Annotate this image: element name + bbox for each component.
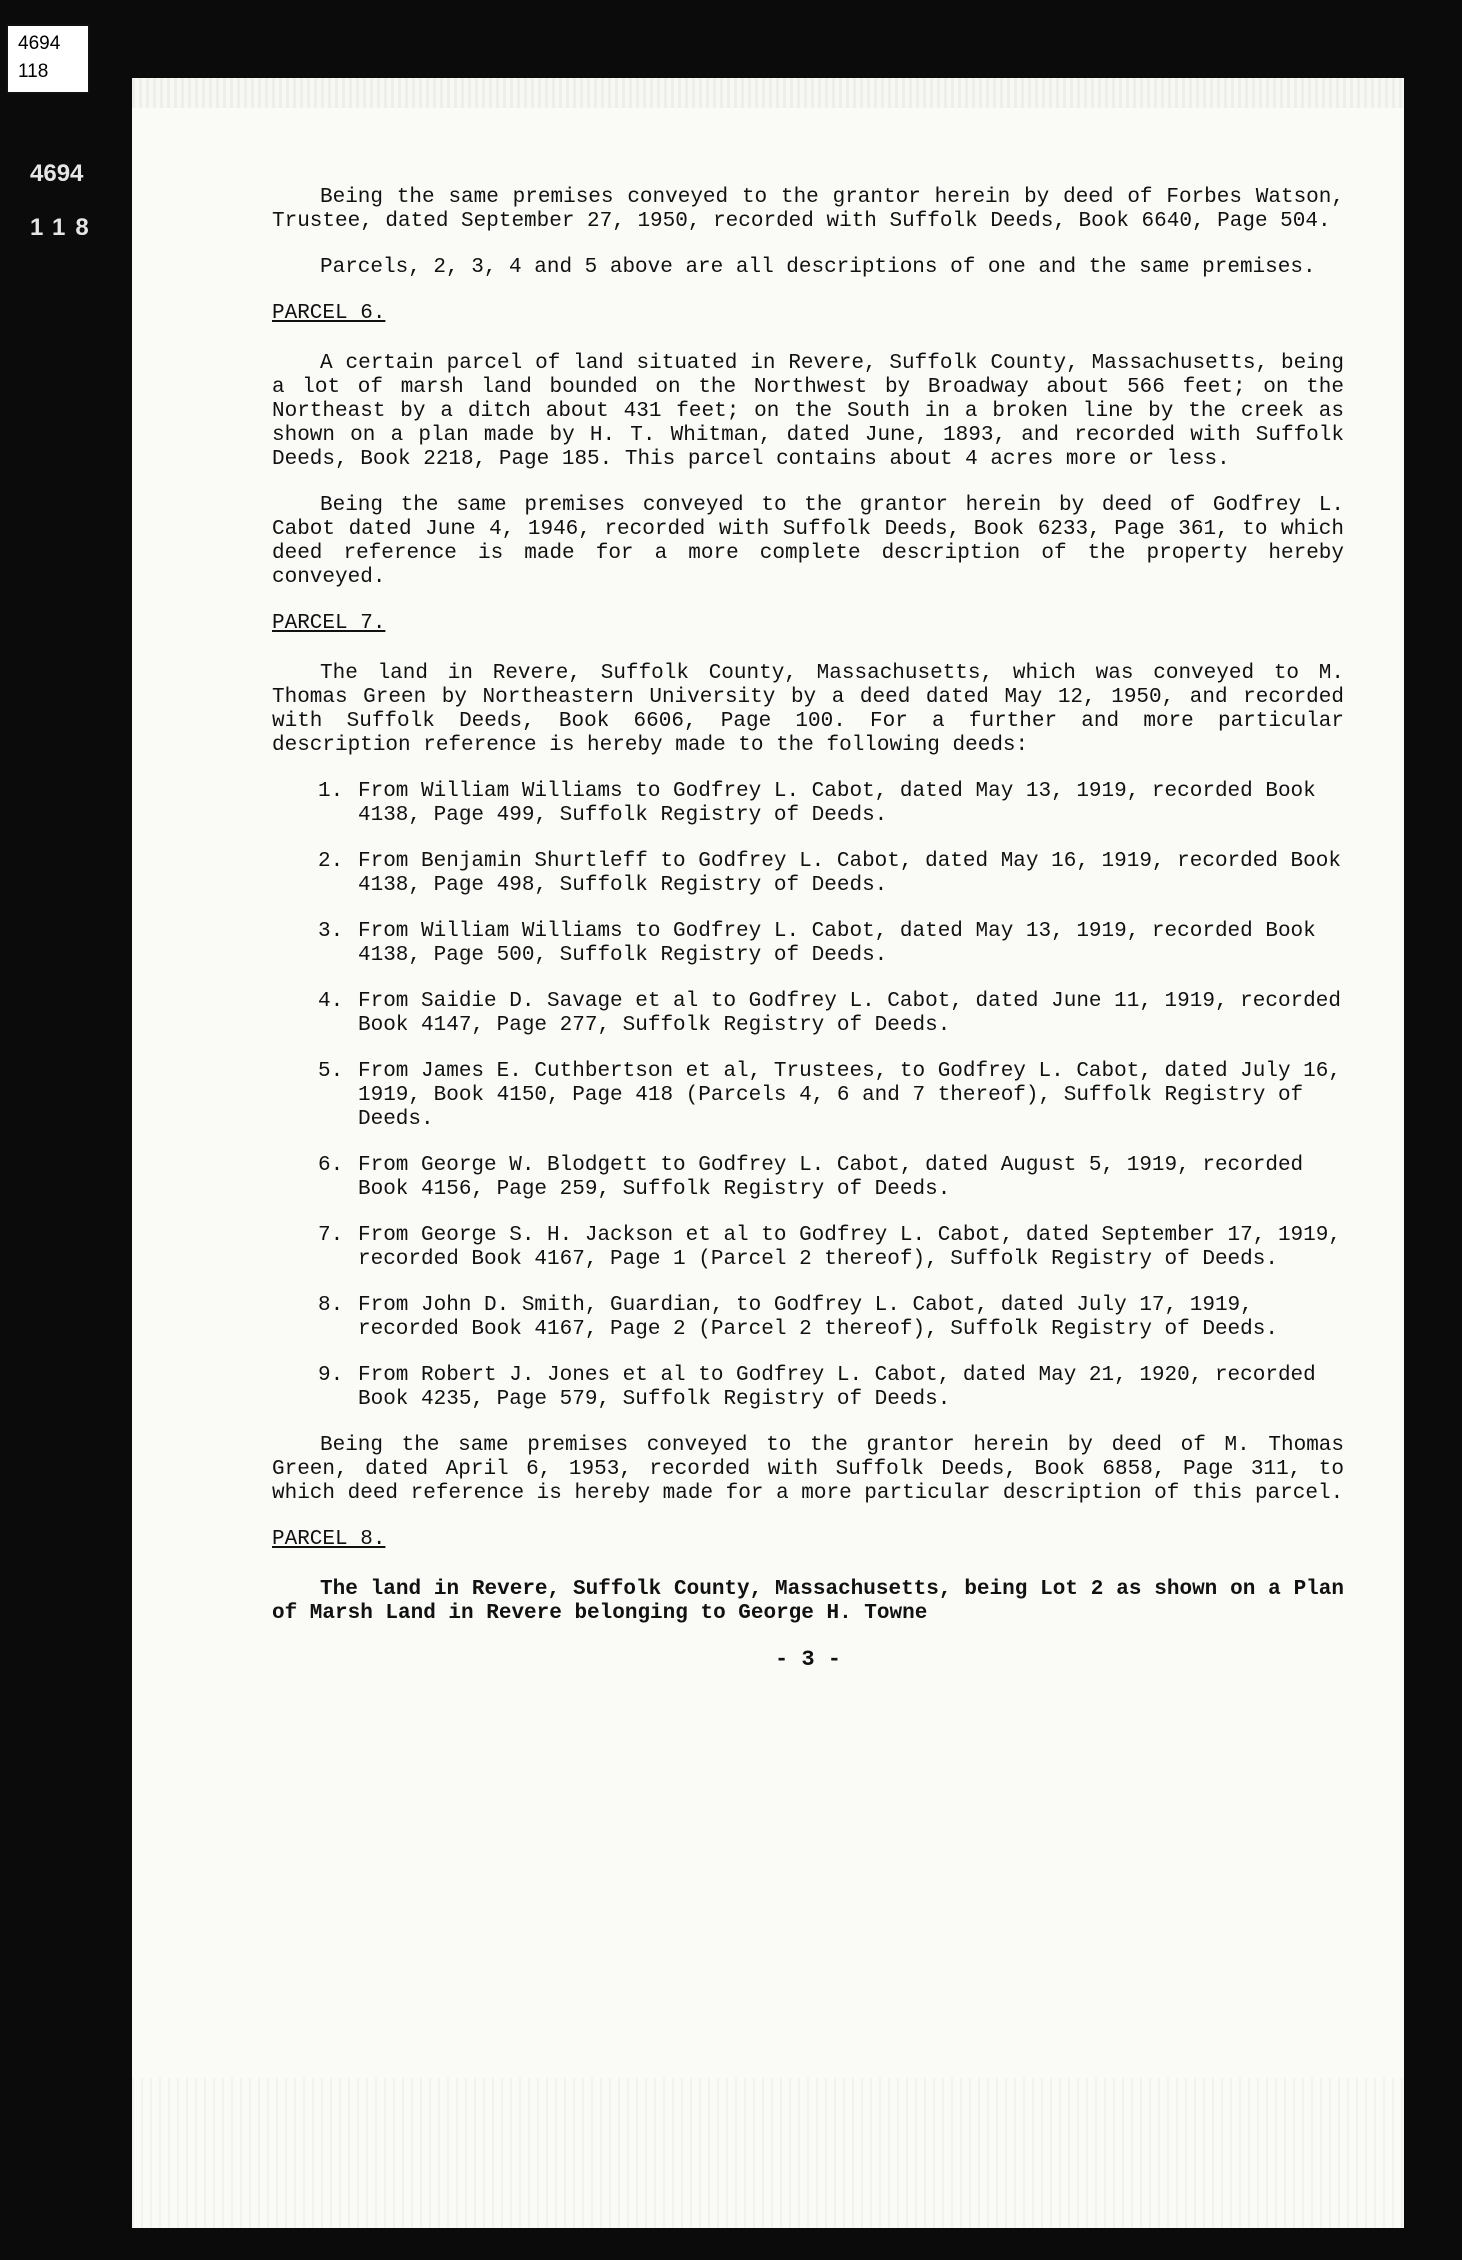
- deed-number: 7.: [318, 1224, 344, 1247]
- deed-text: From Benjamin Shurtleff to Godfrey L. Cabot, dated May 16, 1919, recorded Book 4138, Page 498, Suffolk Registry of Deeds.: [358, 850, 1341, 897]
- book-page-stamp: [6, 24, 90, 94]
- parcel-8-heading: PARCEL 8.: [272, 1528, 386, 1551]
- stamp-page-number: 118: [18, 61, 49, 82]
- scan-noise-top: [132, 78, 1404, 108]
- deed-list-item: [272, 990, 1344, 1038]
- paragraph-grantor-deed: Being the same premises conveyed to the grantor herein by deed of Forbes Watson, Trustee, dated September 27, 1950, recorded with Suffolk Deeds, Book 6640, Page 504.: [272, 186, 1344, 233]
- deed-list-item: [272, 1364, 1344, 1412]
- deed-text: From Saidie D. Savage et al to Godfrey L. Cabot, dated June 11, 1919, recorded Book 4147, Page 277, Suffolk Registry of Deeds.: [358, 990, 1341, 1037]
- deed-text: From John D. Smith, Guardian, to Godfrey L. Cabot, dated July 17, 1919, recorded Book 4167, Page 2 (Parcel 2 thereof), Suffolk Registry of Deeds.: [358, 1294, 1278, 1341]
- deed-number: 5.: [318, 1060, 344, 1083]
- parcel-7-description: The land in Revere, Suffolk County, Massachusetts, which was conveyed to M. Thomas Green by Northeastern University by a deed dated May 12, 1950, and recorded with Suffolk Deeds, Book 6606, Page 100. For a further and more particular description reference is hereby made to the following deeds:: [272, 662, 1344, 757]
- deed-list-item: [272, 780, 1344, 828]
- deed-text: From Robert J. Jones et al to Godfrey L. Cabot, dated May 21, 1920, recorded Book 4235, Page 579, Suffolk Registry of Deeds.: [358, 1364, 1316, 1411]
- page-number: - 3 -: [774, 1647, 841, 1672]
- deed-number: 9.: [318, 1364, 344, 1387]
- parcel-6-deed-reference: Being the same premises conveyed to the grantor herein by deed of Godfrey L. Cabot dated June 4, 1946, recorded with Suffolk Deeds, Book 6233, Page 361, to which deed reference is made for a more complete description of the property hereby conveyed.: [272, 494, 1344, 589]
- document-page: [132, 78, 1404, 2228]
- deed-list-item: [272, 1224, 1344, 1272]
- parcel-7-deed-reference: Being the same premises conveyed to the grantor herein by deed of M. Thomas Green, dated April 6, 1953, recorded with Suffolk Deeds, Book 6858, Page 311, to which deed reference is hereby made for a more particular description of this parcel.: [272, 1434, 1344, 1505]
- side-book-number: 4694: [30, 160, 84, 187]
- parcel-6-heading: PARCEL 6.: [272, 302, 386, 325]
- deed-number: 2.: [318, 850, 344, 873]
- stamp-book-number: 4694: [18, 33, 61, 54]
- deed-number: 4.: [318, 990, 344, 1013]
- deed-text: From George W. Blodgett to Godfrey L. Cabot, dated August 5, 1919, recorded Book 4156, Page 259, Suffolk Registry of Deeds.: [358, 1154, 1304, 1201]
- deed-text: From William Williams to Godfrey L. Cabot, dated May 13, 1919, recorded Book 4138, Page 500, Suffolk Registry of Deeds.: [358, 920, 1316, 967]
- deed-number: 1.: [318, 780, 344, 803]
- deed-list-item: [272, 1060, 1344, 1132]
- deed-list-item: [272, 850, 1344, 898]
- parcel-7-heading: PARCEL 7.: [272, 612, 386, 635]
- deed-number: 8.: [318, 1294, 344, 1317]
- deed-text: From James E. Cuthbertson et al, Trustees, to Godfrey L. Cabot, dated July 16, 1919, Book 4150, Page 418 (Parcels 4, 6 and 7 thereof), Suffolk Registry of Deeds.: [358, 1060, 1341, 1131]
- scan-noise-bottom: [132, 2078, 1404, 2228]
- deed-text: From William Williams to Godfrey L. Cabot, dated May 13, 1919, recorded Book 4138, Page 499, Suffolk Registry of Deeds.: [358, 780, 1316, 827]
- deed-number: 6.: [318, 1154, 344, 1177]
- parcel-8-description: The land in Revere, Suffolk County, Massachusetts, being Lot 2 as shown on a Plan of Marsh Land in Revere belonging to George H. Towne: [272, 1578, 1344, 1625]
- parcel-6-description: A certain parcel of land situated in Revere, Suffolk County, Massachusetts, being a lot of marsh land bounded on the Northwest by Broadway about 566 feet; on the Northeast by a ditch about 431 feet; on the South in a broken line by the creek as shown on a plan made by H. T. Whitman, dated June, 1893, and recorded with Suffolk Deeds, Book 2218, Page 185. This parcel contains about 4 acres more or less.: [272, 352, 1344, 471]
- deed-list-item: [272, 920, 1344, 968]
- deed-list-item: [272, 1294, 1344, 1342]
- side-page-number: 118: [30, 214, 99, 241]
- deed-list: [272, 780, 1344, 1412]
- deed-list-item: [272, 1154, 1344, 1202]
- deed-text: From George S. H. Jackson et al to Godfrey L. Cabot, dated September 17, 1919, recorded Book 4167, Page 1 (Parcel 2 thereof), Suffolk Registry of Deeds.: [358, 1224, 1341, 1271]
- deed-number: 3.: [318, 920, 344, 943]
- paragraph-parcels-note: Parcels, 2, 3, 4 and 5 above are all descriptions of one and the same premises.: [320, 256, 1316, 279]
